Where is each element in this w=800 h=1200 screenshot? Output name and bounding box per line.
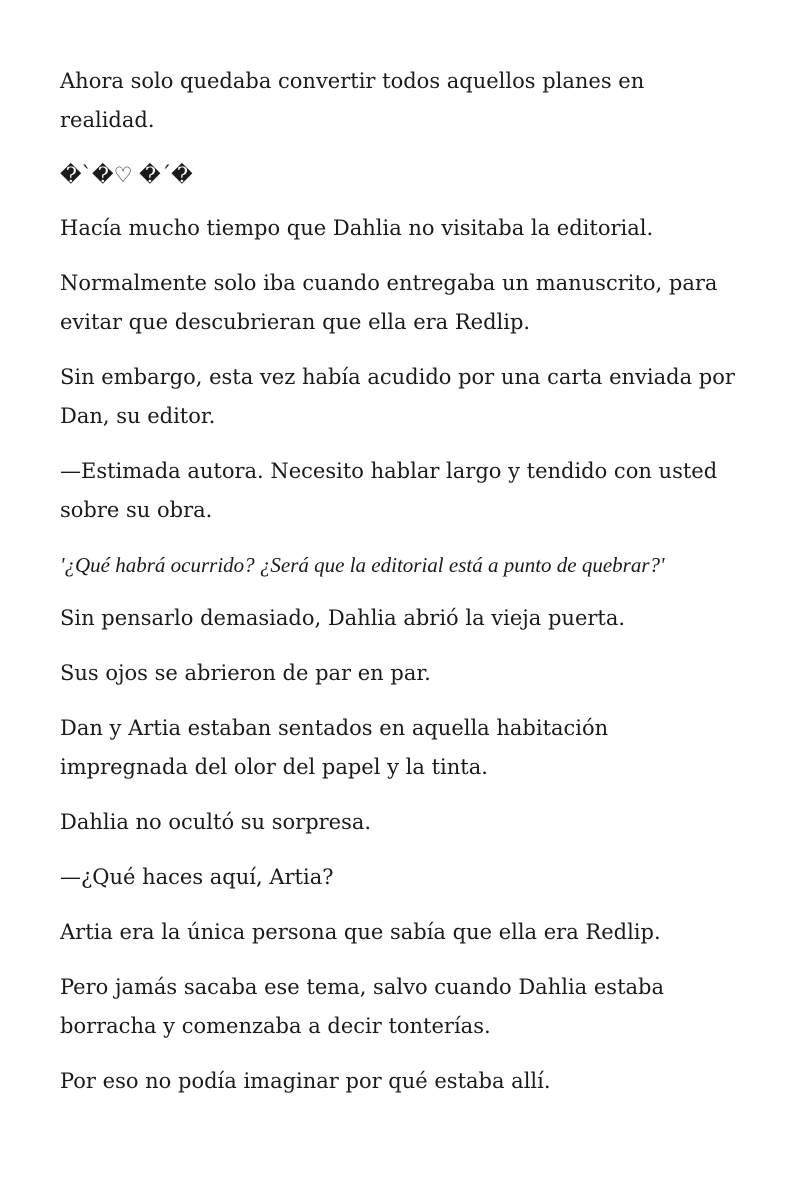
paragraph: Pero jamás sacaba ese tema, salvo cuando Dahlia estaba borracha y comenzaba a decir tonterías. (60, 975, 664, 1038)
paragraph: Dahlia no ocultó su sorpresa. (60, 810, 372, 834)
inner-thought-paragraph: '¿Qué habrá ocurrido? ¿Será que la editorial está a punto de quebrar?' (60, 553, 665, 577)
paragraph: Dan y Artia estaban sentados en aquella habitación impregnada del olor del papel y la tinta. (60, 716, 609, 779)
paragraph: Ahora solo quedaba convertir todos aquellos planes en realidad. (60, 69, 645, 132)
dialogue-paragraph: —Estimada autora. Necesito hablar largo y tendido con usted sobre su obra. (60, 459, 718, 522)
section-separator: �`�♡ �´� (60, 163, 193, 187)
paragraph: Artia era la única persona que sabía que ella era Redlip. (60, 920, 661, 944)
paragraph: Normalmente solo iba cuando entregaba un manuscrito, para evitar que descubrieran que ella era Redlip. (60, 271, 718, 334)
paragraph: Hacía mucho tiempo que Dahlia no visitaba la editorial. (60, 216, 654, 240)
document-body (60, 62, 740, 1117)
paragraph: Sin pensarlo demasiado, Dahlia abrió la vieja puerta. (60, 606, 626, 630)
paragraph: Sus ojos se abrieron de par en par. (60, 661, 431, 685)
dialogue-paragraph: —¿Qué haces aquí, Artia? (60, 865, 334, 889)
paragraph: Sin embargo, esta vez había acudido por una carta enviada por Dan, su editor. (60, 365, 735, 428)
paragraph: Por eso no podía imaginar por qué estaba allí. (60, 1069, 551, 1093)
